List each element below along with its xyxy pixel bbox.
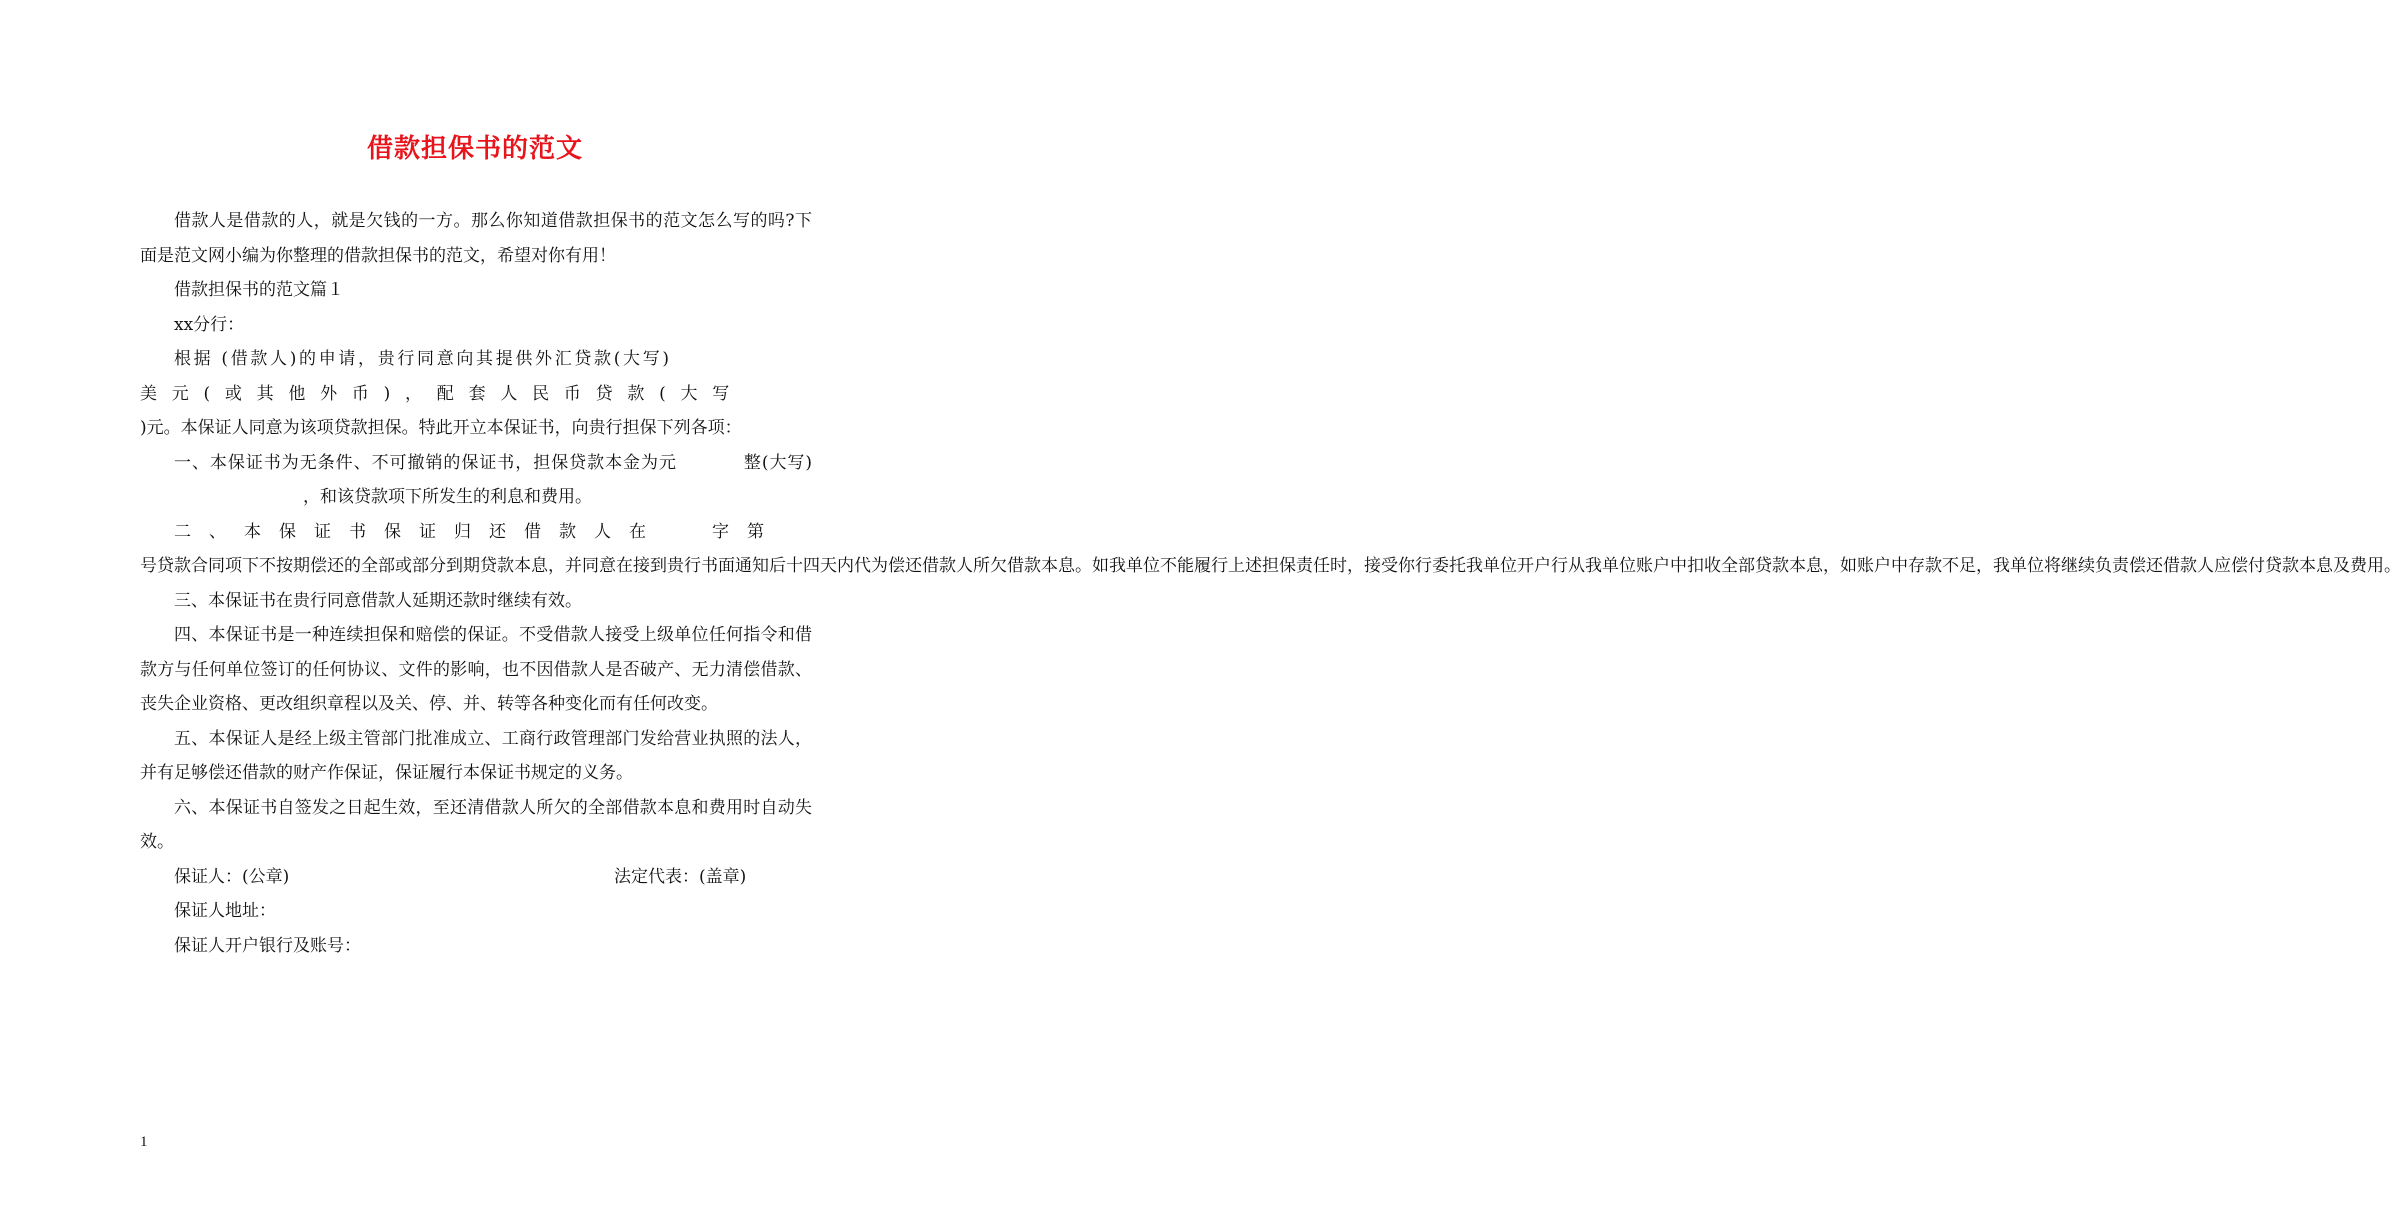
clause-2 — [140, 515, 2401, 584]
clause-5: 五、本保证人是经上级主管部门批准成立、工商行政管理部门发给营业执照的法人，并有足够偿还借款的财产作保证，保证履行本保证书规定的义务。 — [140, 728, 812, 783]
clause-3: 三、本保证书在贵行同意借款人延期还款时继续有效。 — [174, 590, 582, 611]
legal-representative-label: 法定代表：(盖章) — [614, 866, 747, 887]
opening-paragraph — [140, 342, 812, 446]
opening-part-3: )元。本保证人同意为该项贷款担保。特此开立本保证书，向贵行担保下列各项： — [140, 418, 742, 438]
clause-2-part-1: 二、本保证书保证归还借款人在 — [174, 521, 664, 542]
signature-row — [140, 860, 812, 895]
guarantor-seal-label: 保证人：(公章) — [174, 866, 290, 887]
page-number: 1 — [140, 1134, 148, 1150]
intro-paragraph: 借款人是借款的人，就是欠钱的一方。那么你知道借款担保书的范文怎么写的吗?下面是范文网小编为你整理的借款担保书的范文，希望对你有用！ — [140, 211, 812, 266]
document-title: 借款担保书的范文 — [366, 134, 583, 164]
clause-1-part-3: ，和该贷款项下所发生的利息和费用。 — [303, 487, 592, 507]
document-body — [140, 204, 2401, 963]
addressee: xx分行： — [174, 314, 245, 335]
clause-1-part-2: 整(大写) — [742, 452, 813, 473]
guarantor-bank-account-label: 保证人开户银行及账号： — [174, 935, 361, 956]
clause-4: 四、本保证书是一种连续担保和赔偿的保证。不受借款人接受上级单位任何指令和借款方与任何单位签订的任何协议、文件的影响，也不因借款人是否破产、无力清偿借款、丧失企业资格、更改组织章程以及关、停、并、转等各种变化而有任何改变。 — [140, 625, 812, 714]
opening-part-2: 美元(或其他外币)，配套人民币贷款(大写 — [140, 383, 744, 404]
clause-6: 六、本保证书自签发之日起生效，至还清借款人所欠的全部借款本息和费用时自动失效。 — [140, 797, 812, 852]
clause-2-part-2: 字第 — [694, 521, 782, 542]
guarantor-address-label: 保证人地址： — [174, 901, 276, 921]
clause-1 — [140, 446, 812, 515]
clause-1-part-1: 一、本保证书为无条件、不可撤销的保证书，担保贷款本金为元 — [174, 452, 677, 473]
clause-2-part-3: 号贷款合同项下不按期偿还的全部或部分到期贷款本息，并同意在接到贵行书面通知后十四天内代为偿还借款人所欠借款本息。如我单位不能履行上述担保责任时，接受你行委托我单位开户行从我单位账户中扣收全部贷款本息，如账户中存款不足，我单位将继续负责偿还借款人应偿付贷款本息及费用。 — [140, 556, 2401, 576]
section-heading: 借款担保书的范文篇１ — [174, 280, 344, 300]
opening-part-1: 根据 (借款人)的申请，贵行同意向其提供外汇贷款(大写) — [174, 349, 669, 369]
